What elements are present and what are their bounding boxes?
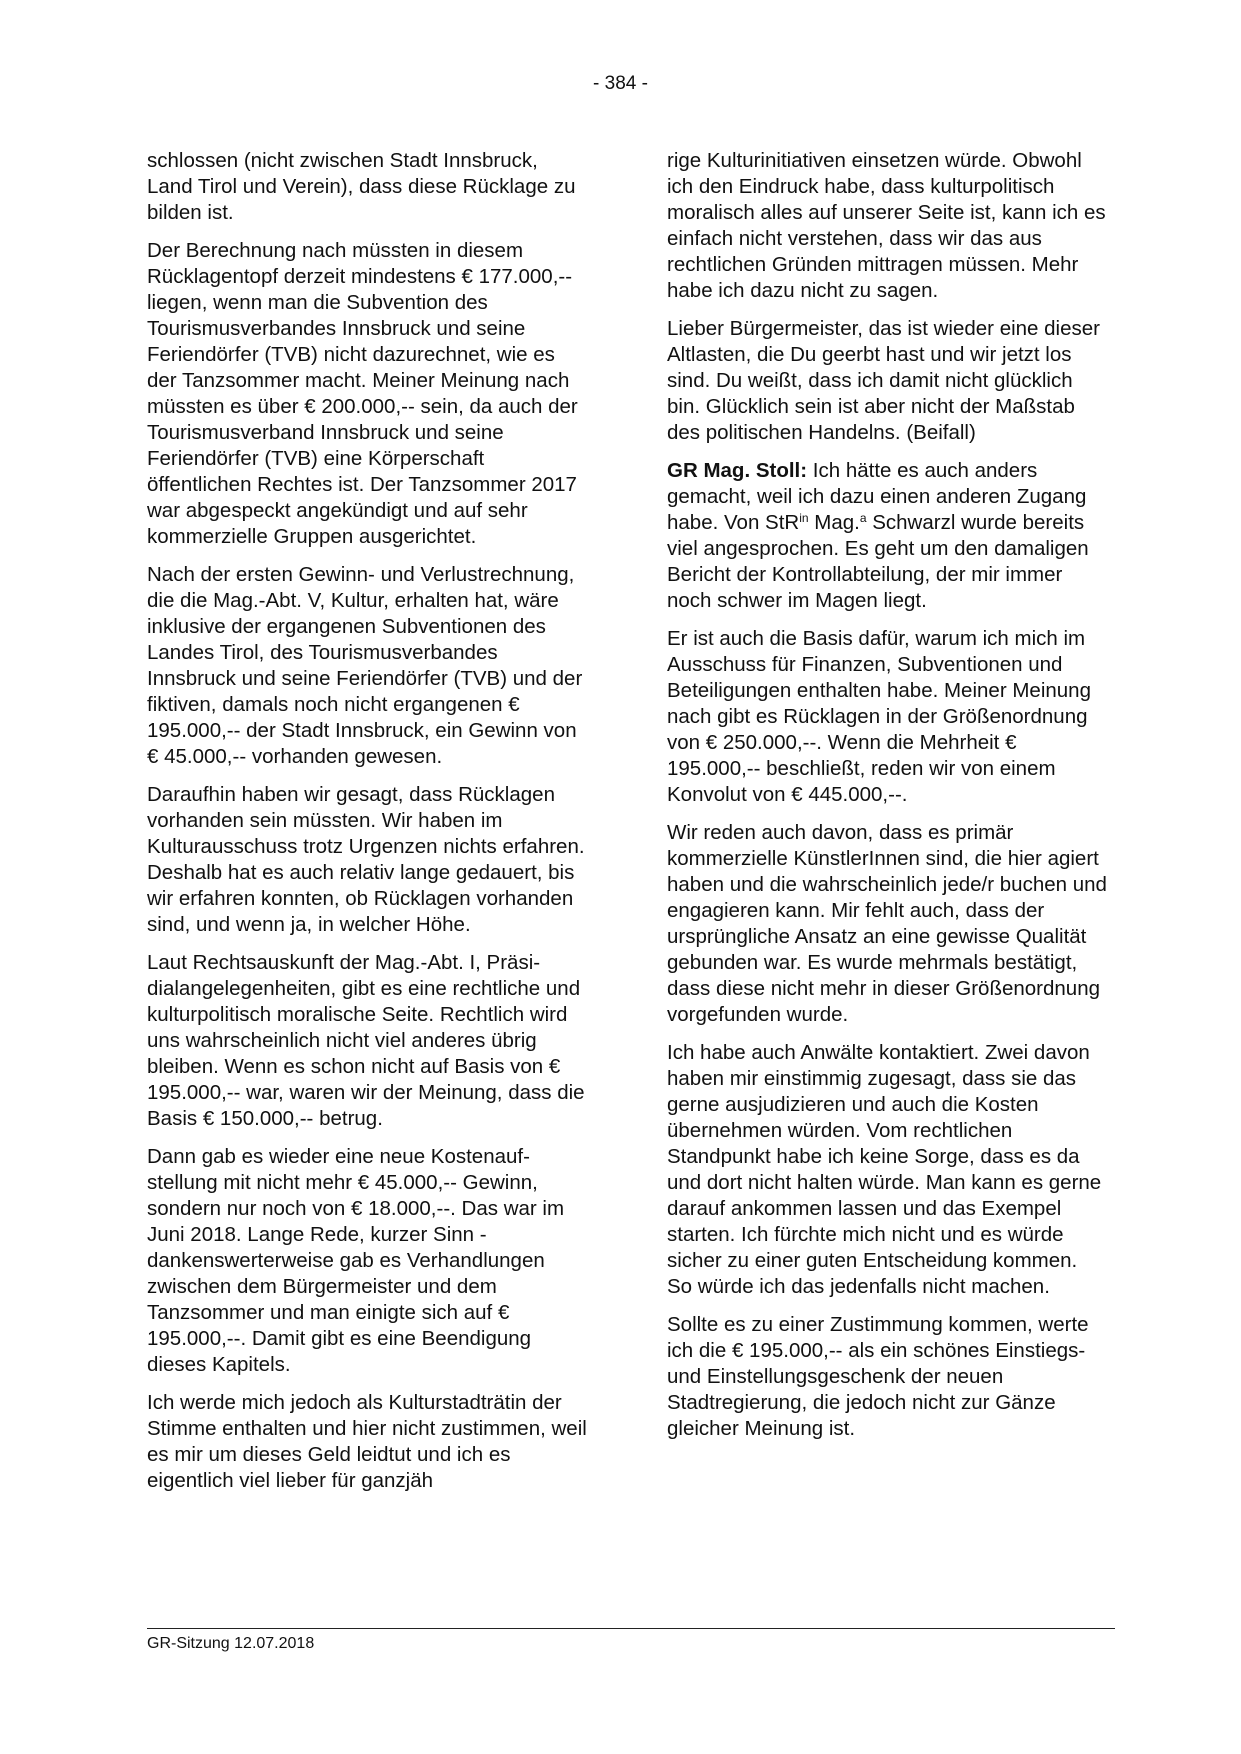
footer-session-date: GR-Sitzung 12.07.2018 xyxy=(147,1635,315,1652)
paragraph: Wir reden auch davon, dass es primär kommerzielle KünstlerInnen sind, die hier agiert haben und die wahrscheinlich jede/r buchen und engagieren kann. Mir fehlt auch, dass der ursprüngliche Ansatz an eine gewisse Qualität gebunden war. Es wurde mehrmals bestätigt, dass diese nicht mehr in dieser Größenordnung vorgefunden wurde. xyxy=(667,821,1107,1026)
speech-text: Schwarzl wurde bereits viel angesprochen. Es geht um den damaligen Bericht der Kontrollabteilung, der mir immer noch schwer im Magen liegt. xyxy=(667,511,1089,612)
paragraph: Lieber Bürgermeister, das ist wieder eine dieser Altlasten, die Du geerbt hast und wir jetzt los sind. Du weißt, dass ich damit nicht glücklich bin. Glücklich sein ist aber nicht der Maßstab des politischen Handelns. (Beifall) xyxy=(667,317,1100,444)
paragraph: Ich habe auch Anwälte kontaktiert. Zwei davon haben mir einstimmig zugesagt, dass sie das gerne ausjudizieren und auch die Kosten übernehmen würden. Vom rechtlichen Standpunkt habe ich keine Sorge, dass es da und dort nicht halten würde. Man kann es gerne darauf ankommen lassen und das Exempel starten. Ich fürchte mich nicht und es würde sicher zu einer guten Entscheidung kommen. So würde ich das jedenfalls nicht machen. xyxy=(667,1041,1102,1298)
footer-divider xyxy=(147,1628,1115,1629)
right-column xyxy=(667,148,1107,1454)
paragraph: Der Berechnung nach müssten in diesem Rücklagentopf derzeit mindestens € 177.000,-- liegen, wenn man die Subvention des Tourismusverbandes Innsbruck und seine Feriendörfer (TVB) nicht dazurechnet, wie es der Tanzsommer macht. Meiner Meinung nach müssten es über € 200.000,-- sein, da auch der Tourismusverband Innsbruck und seine Feriendörfer (TVB) eine Körperschaft öffentlichen Rechtes ist. Der Tanzsommer 2017 war abgespeckt angekündigt und auf sehr kommerzielle Gruppen ausgerichtet. xyxy=(147,239,578,548)
paragraph: schlossen (nicht zwischen Stadt Innsbruck, Land Tirol und Verein), dass diese Rücklage zu bilden ist. xyxy=(147,149,576,224)
paragraph: Sollte es zu einer Zustimmung kommen, werte ich die € 195.000,-- als ein schönes Einstiegs- und Einstellungsgeschenk der neuen Stadtregierung, die jedoch nicht zur Gänze gleicher Meinung ist. xyxy=(667,1313,1089,1440)
paragraph: Ich werde mich jedoch als Kulturstadträtin der Stimme enthalten und hier nicht zustimmen, weil es mir um dieses Geld leidtut und ich es eigentlich viel lieber für ganzjäh xyxy=(147,1391,587,1492)
page-number: - 384 - xyxy=(593,73,648,94)
left-column xyxy=(147,148,587,1506)
speaker-name: GR Mag. Stoll: xyxy=(667,459,808,482)
paragraph: rige Kulturinitiativen einsetzen würde. Obwohl ich den Eindruck habe, dass kulturpolitisch moralisch alles auf unserer Seite ist, kann ich es einfach nicht verstehen, dass wir das aus rechtlichen Gründen mittragen müssen. Mehr habe ich dazu nicht zu sagen. xyxy=(667,149,1106,302)
paragraph: Daraufhin haben wir gesagt, dass Rücklagen vorhanden sein müssten. Wir haben im Kulturausschuss trotz Urgenzen nichts erfahren. Deshalb hat es auch relativ lange gedauert, bis wir erfahren konnten, ob Rücklagen vorhanden sind, und wenn ja, in welcher Höhe. xyxy=(147,783,585,936)
superscript: a xyxy=(859,511,867,525)
superscript: in xyxy=(799,511,809,525)
speech-text: Mag. xyxy=(808,511,860,534)
speaker-paragraph xyxy=(667,458,1107,614)
paragraph: Dann gab es wieder eine neue Kostenaufstellung mit nicht mehr € 45.000,-- Gewinn, sondern nur noch von € 18.000,--. Das war im Juni 2018. Lange Rede, kurzer Sinn - dankenswerterweise gab es Verhandlungen zwischen dem Bürgermeister und dem Tanzsommer und man einigte sich auf € 195.000,--. Damit gibt es eine Beendigung dieses Kapitels. xyxy=(147,1145,565,1376)
paragraph: Er ist auch die Basis dafür, warum ich mich im Ausschuss für Finanzen, Subventionen und Beteiligungen enthalten habe. Meiner Meinung nach gibt es Rücklagen in der Größenordnung von € 250.000,--. Wenn die Mehrheit € 195.000,-- beschließt, reden wir von einem Konvolut von € 445.000,--. xyxy=(667,627,1091,806)
paragraph: Laut Rechtsauskunft der Mag.-Abt. I, Präsidialangelegenheiten, gibt es eine rechtliche und kulturpolitisch moralische Seite. Rechtlich wird uns wahrscheinlich nicht viel anderes übrig bleiben. Wenn es schon nicht auf Basis von € 195.000,-- war, waren wir der Meinung, dass die Basis € 150.000,-- betrug. xyxy=(147,951,585,1130)
speech-text: Ich hätte es auch anders gemacht, weil ich dazu einen anderen Zugang habe. Von StR xyxy=(667,459,1087,534)
paragraph: Nach der ersten Gewinn- und Verlustrechnung, die die Mag.-Abt. V, Kultur, erhalten hat, wäre inklusive der ergangenen Subventionen des Landes Tirol, des Tourismusverbandes Innsbruck und seine Feriendörfer (TVB) und der fiktiven, damals noch nicht ergangenen € 195.000,-- der Stadt Innsbruck, ein Gewinn von € 45.000,-- vorhanden gewesen. xyxy=(147,563,583,768)
